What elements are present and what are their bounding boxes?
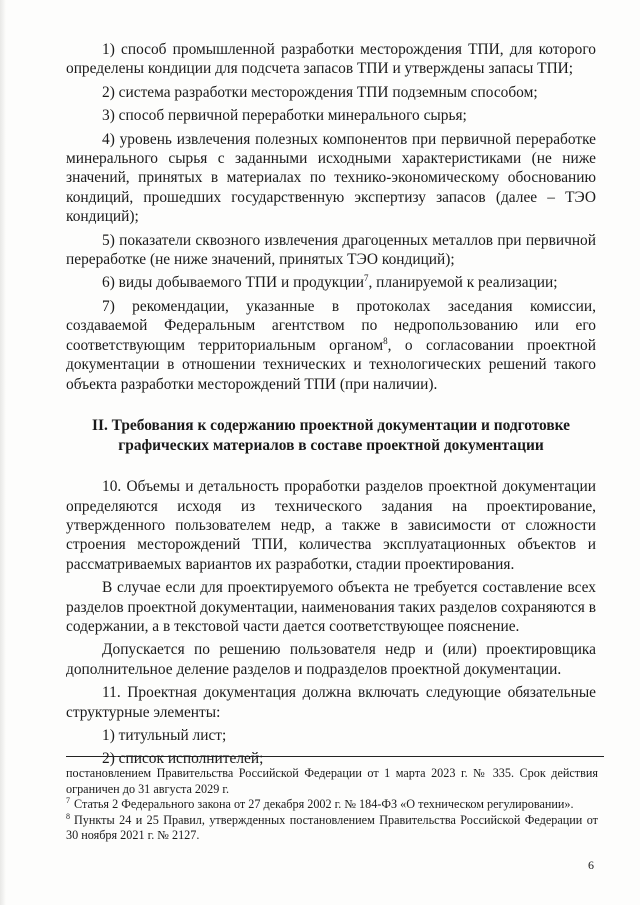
footnote-ref-7: 7 [363, 273, 369, 284]
footnote-continuation: постановлением Правительства Российской Федерации от 1 марта 2023 г. № 335. Срок действия ограничен до 31 августа 2029 г. [66, 766, 598, 796]
section-heading-line-1: II. Требования к содержанию проектной документации и подготовке [91, 416, 570, 434]
paragraph-no-sections: В случае если для проектируемого объекта не требуется составление всех разделов проектной документации, наименования таких разделов сохраняются в содержании, а в текстовой части дается соответствующее пояснение. [66, 579, 596, 635]
section-heading [66, 416, 596, 455]
footnote-separator [66, 756, 604, 757]
list-item-6-text: 6) виды добываемого ТПИ и продукции [102, 274, 364, 292]
footnote-7-number: 7 [66, 796, 70, 806]
structure-item-2: 2) список исполнителей; [102, 750, 264, 768]
structure-item-1: 1) титульный лист; [102, 726, 227, 744]
list-item-2: 2) система разработки месторождения ТПИ подземным способом; [102, 83, 538, 101]
list-item-3: 3) способ первичной переработки минерального сырья; [102, 107, 467, 125]
list-item-4: 4) уровень извлечения полезных компонентов при первичной переработке минерального сырья с заданными исходными характеристиками (не ниже значений, принятых в материалах по технико-экономическому обоснованию кондиций, прошедших государственную экспертизу запасов (далее – ТЭО кондиций); [66, 130, 596, 226]
document-body [66, 40, 596, 769]
scan-edge-shadow [0, 0, 6, 905]
paragraph-additional-division: Допускается по решению пользователя недр и (или) проектировщика дополнительное деление разделов и подразделов проектной документации. [66, 641, 596, 678]
footnote-8 [66, 813, 598, 844]
paragraph-11: 11. Проектная документация должна включать следующие обязательные структурные элементы: [66, 684, 596, 721]
list-item-7-text: 7) рекомендации, указанные в протоколах заседания комиссии, создаваемой Федеральным агентством по недропользованию или его соответствующим территориальным органом [66, 297, 596, 354]
list-item-5: 5) показатели сквозного извлечения драгоценных металлов при первичной переработке (не ниже значений, принятых ТЭО кондиций); [66, 231, 596, 269]
footnote-8-number: 8 [66, 811, 70, 821]
footnote-8-text: Пункты 24 и 25 Правил, утвержденных постановлением Правительства Российской Федерации от 30 ноября 2021 г. № 2127. [66, 812, 598, 843]
paragraph-10: 10. Объемы и детальность проработки разделов проектной документации определяются исходя из технического задания на проектирование, утвержденного пользователем недр, а также в зависимости от сложности строения месторождений ТПИ, количества эксплуатационных объектов и рассматриваемых вариантов их разработки, стадии проектирования. [66, 478, 596, 573]
section-heading-line-2: графических материалов в составе проектной документации [118, 436, 544, 454]
list-item-6 [66, 273, 596, 292]
footnote-7 [66, 797, 598, 813]
list-item-6-tail: , планируемой к реализации; [368, 274, 558, 292]
list-item-7 [66, 297, 596, 394]
list-item-1: 1) способ промышленной разработки месторождения ТПИ, для которого определены кондиции для подсчета запасов ТПИ и утверждены запасы ТПИ; [66, 41, 596, 78]
page-number: 6 [588, 858, 594, 872]
footnote-7-text: Статья 2 Федерального закона от 27 декабря 2002 г. № 184-ФЗ «О техническом регулировании». [74, 797, 574, 812]
footnote-ref-8: 8 [383, 335, 388, 346]
footnotes [66, 766, 598, 844]
list-item-7-tail: , о согласовании проектной документации в отношении технических и технологических решений такого объекта разработки месторождений ТПИ (при наличии). [66, 336, 596, 393]
